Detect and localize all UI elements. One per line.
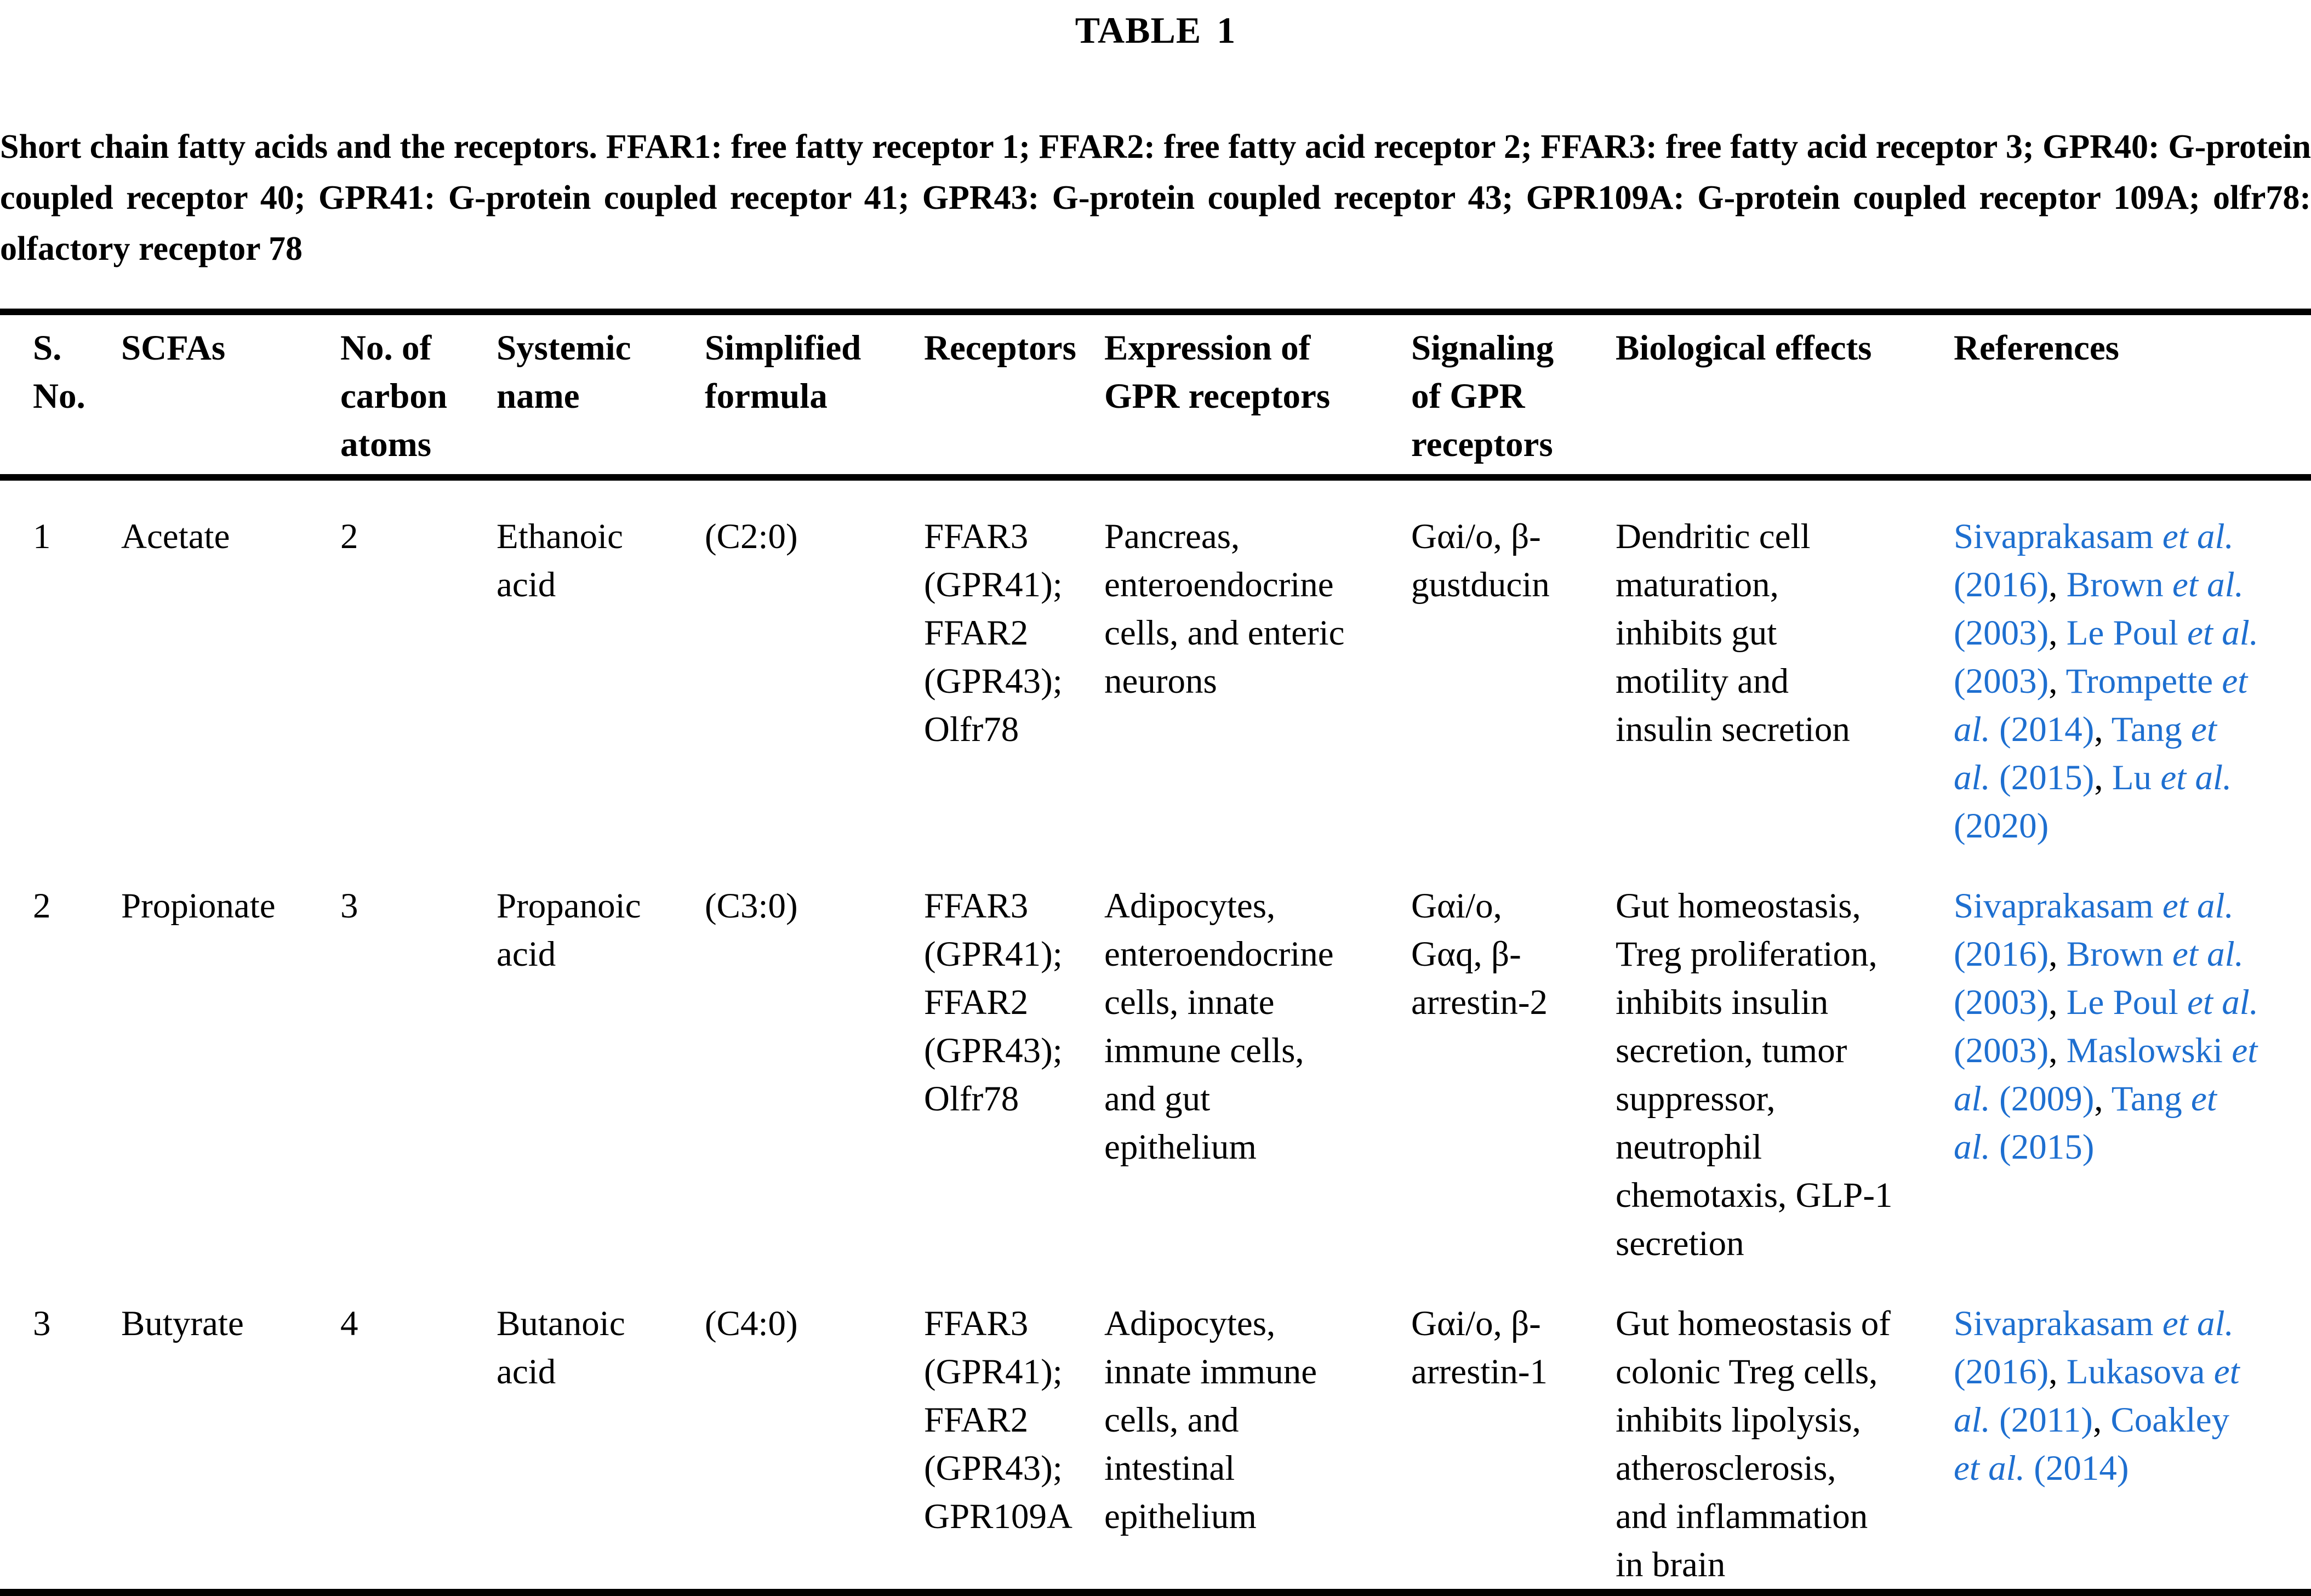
table-title: TABLE 1 — [1075, 9, 1236, 51]
cell-systemic-name: Ethanoic acid — [497, 517, 624, 605]
citation-link[interactable]: Brown et al. (2003) — [1954, 565, 2244, 653]
cell-effects: Gut homeostasis, Treg proliferation, inhibits insulin secretion, tumor suppressor, neutrophil chemotaxis, GLP-1 secretion — [1616, 886, 1893, 1263]
col-header-systemic: Systemic name — [497, 328, 631, 416]
col-header-receptors: Receptors — [924, 328, 1076, 368]
cell-formula: (C2:0) — [705, 517, 798, 556]
citation-link[interactable]: Lukasova et al. (2011) — [1954, 1352, 2240, 1440]
table-body — [0, 477, 2311, 1593]
table-caption: Short chain fatty acids and the receptors. FFAR1: free fatty receptor 1; FFAR2: free fatty acid receptor 2; FFAR3: free fatty acid receptor 3; GPR40: G-protein coupled receptor 40; GPR41: G-protein coupled receptor 41; GPR43: G-protein coupled receptor 43; GPR109A: G-protein coupled receptor 109A; olfr78: olfactory receptor 78 — [0, 128, 2311, 267]
col-header-carbon: No. of carbon atoms — [340, 328, 447, 464]
table-row-propionate — [0, 850, 2311, 1268]
col-header-formula: Simplified formula — [705, 328, 861, 416]
col-header-scfas: SCFAs — [121, 328, 226, 368]
cell-signaling: Gαi/o, β-arrestin-1 — [1411, 1304, 1548, 1392]
citation-link[interactable]: Lu et al. (2020) — [1954, 758, 2232, 846]
col-header-references: References — [1954, 328, 2119, 368]
cell-systemic-name: Propanoic acid — [497, 886, 641, 974]
citation-link[interactable]: Le Poul et al. (2003) — [1954, 613, 2259, 701]
citation-link[interactable]: Sivaprakasam et al. (2016) — [1954, 1304, 2234, 1392]
citation-link[interactable]: Trompette et al. (2014) — [1954, 662, 2248, 749]
cell-expression: Adipocytes, innate immune cells, and intestinal epithelium — [1104, 1304, 1317, 1536]
cell-carbon-atoms: 3 — [340, 886, 358, 926]
cell-references: Sivaprakasam et al. (2016), Brown et al. (2003), Le Poul et al. (2003), Maslowski et al. (2009), Tang et al. (2015) — [1954, 886, 2259, 1167]
header-row — [0, 312, 2311, 477]
cell-expression: Adipocytes, enteroendocrine cells, innate immune cells, and gut epithelium — [1104, 886, 1334, 1167]
cell-systemic-name: Butanoic acid — [497, 1304, 625, 1392]
cell-s-no: 3 — [33, 1304, 51, 1343]
cell-s-no: 2 — [33, 886, 51, 926]
cell-carbon-atoms: 2 — [340, 517, 358, 556]
col-header-s-no: S. No. — [33, 328, 85, 416]
cell-effects: Gut homeostasis of colonic Treg cells, inhibits lipolysis, atherosclerosis, and inflammation in brain — [1616, 1304, 1891, 1584]
citation-link[interactable]: Le Poul et al. (2003) — [1954, 983, 2259, 1070]
cell-receptors: FFAR3 (GPR41); FFAR2 (GPR43); Olfr78 — [924, 517, 1063, 749]
cell-references: Sivaprakasam et al. (2016), Brown et al. (2003), Le Poul et al. (2003), Trompette et al. (2014), Tang et al. (2015), Lu et al. (2020) — [1954, 517, 2259, 846]
col-header-effects: Biological effects — [1616, 328, 1872, 368]
cell-scfa: Butyrate — [121, 1304, 244, 1343]
cell-formula: (C4:0) — [705, 1304, 798, 1343]
col-header-signaling: Signaling of GPR receptors — [1411, 328, 1554, 464]
table-header — [0, 312, 2311, 477]
cell-carbon-atoms: 4 — [340, 1304, 358, 1343]
cell-effects: Dendritic cell maturation, inhibits gut motility and insulin secretion — [1616, 517, 1850, 749]
paper-page — [0, 5, 2311, 1596]
cell-receptors: FFAR3 (GPR41); FFAR2 (GPR43); GPR109A — [924, 1304, 1072, 1536]
citation-link[interactable]: Tang et al. (2015) — [1954, 710, 2217, 797]
cell-references: Sivaprakasam et al. (2016), Lukasova et al. (2011), Coakley et al. (2014) — [1954, 1304, 2240, 1488]
citation-link[interactable]: Coakley et al. (2014) — [1954, 1400, 2230, 1488]
citation-link[interactable]: Brown et al. (2003) — [1954, 934, 2244, 1022]
cell-signaling: Gαi/o, β-gustducin — [1411, 517, 1550, 605]
scfa-receptors-table — [0, 309, 2311, 1596]
citation-link[interactable]: Tang et al. (2015) — [1954, 1079, 2217, 1167]
cell-formula: (C3:0) — [705, 886, 798, 926]
citation-link[interactable]: Maslowski et al. (2009) — [1954, 1031, 2258, 1119]
cell-scfa: Propionate — [121, 886, 276, 926]
cell-scfa: Acetate — [121, 517, 230, 556]
cell-expression: Pancreas, enteroendocrine cells, and enteric neurons — [1104, 517, 1345, 701]
table-row-acetate — [0, 477, 2311, 850]
citation-link[interactable]: Sivaprakasam et al. (2016) — [1954, 517, 2234, 605]
table-row-butyrate — [0, 1268, 2311, 1593]
col-header-expression: Expression of GPR receptors — [1104, 328, 1331, 416]
citation-link[interactable]: Sivaprakasam et al. (2016) — [1954, 886, 2234, 974]
cell-receptors: FFAR3 (GPR41); FFAR2 (GPR43); Olfr78 — [924, 886, 1063, 1119]
cell-s-no: 1 — [33, 517, 51, 556]
cell-signaling: Gαi/o, Gαq, β-arrestin-2 — [1411, 886, 1548, 1022]
